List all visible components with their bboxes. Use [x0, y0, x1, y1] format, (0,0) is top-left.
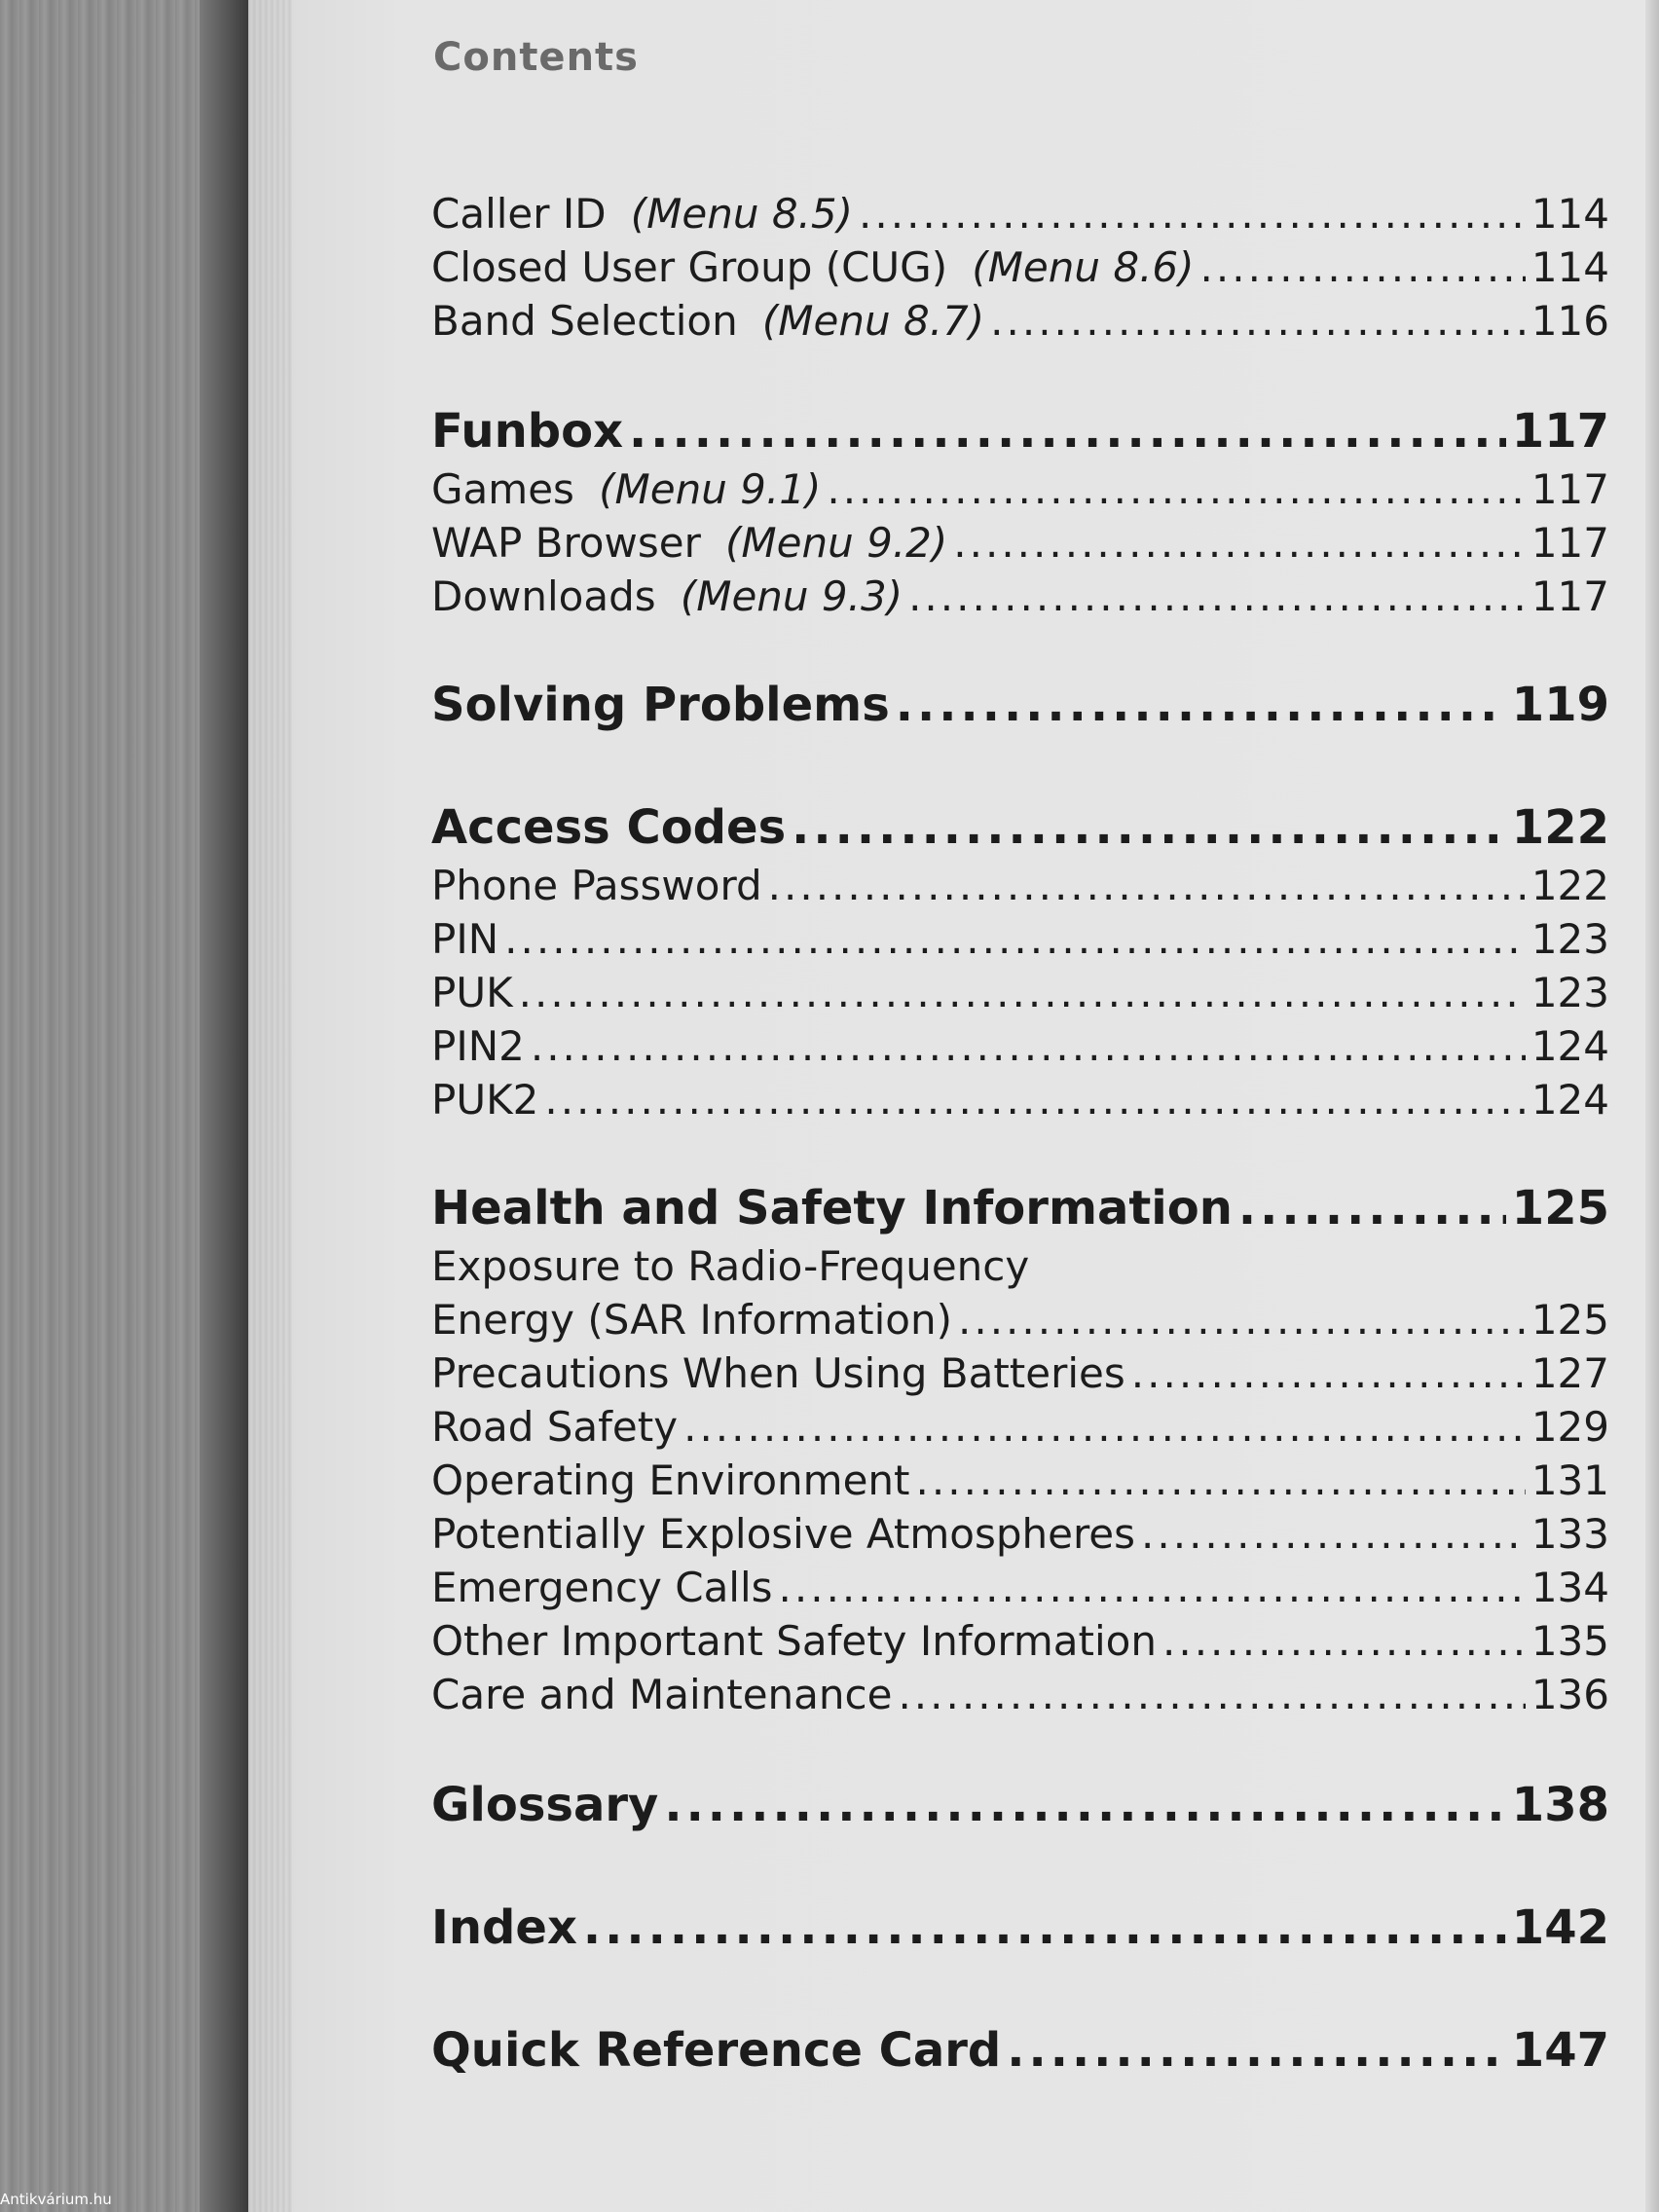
dot-leader: [544, 1073, 1525, 1126]
entry-menu: (Menu 9.3): [680, 572, 903, 620]
dot-leader: [768, 859, 1526, 912]
entry-page: 124: [1530, 1076, 1609, 1124]
entry-title: Emergency Calls: [431, 1564, 773, 1611]
table-of-contents: [431, 187, 1609, 2082]
chapter-page: 147: [1511, 2023, 1609, 2078]
dot-leader: [683, 1400, 1526, 1454]
toc-chapter[interactable]: [431, 2019, 1609, 2082]
chapter-page: 138: [1511, 1778, 1609, 1832]
chapter-page: 117: [1511, 404, 1609, 459]
entry-page: 133: [1530, 1510, 1609, 1558]
chapter-title: Funbox: [431, 404, 624, 459]
toc-entry[interactable]: [431, 1614, 1609, 1668]
dot-leader: [958, 1293, 1526, 1346]
toc-chapter[interactable]: [431, 1177, 1609, 1239]
spacer: [431, 1959, 1609, 2019]
dot-leader: [779, 1561, 1526, 1614]
toc-entry[interactable]: [431, 462, 1609, 516]
chapter-title: Health and Safety Information: [431, 1181, 1233, 1235]
spacer: [431, 1836, 1609, 1897]
chapter-page: 119: [1511, 678, 1609, 732]
spacer: [431, 1721, 1609, 1774]
toc-entry[interactable]: [431, 966, 1609, 1019]
entry-page: 114: [1530, 243, 1609, 291]
chapter-title: Quick Reference Card: [431, 2023, 1002, 2078]
toc-entry[interactable]: [431, 570, 1609, 623]
entry-page: 123: [1530, 915, 1609, 963]
toc-entry[interactable]: [431, 187, 1609, 240]
chapter-page: 142: [1511, 1900, 1609, 1955]
toc-entry[interactable]: [431, 1400, 1609, 1454]
chapter-page: 122: [1511, 800, 1609, 855]
entry-menu: (Menu 9.2): [725, 519, 948, 567]
entry-page: 117: [1530, 519, 1609, 567]
entry-title: Precautions When Using Batteries: [431, 1349, 1125, 1397]
chapter-page: 125: [1511, 1181, 1609, 1235]
chapter-title: Solving Problems: [431, 678, 890, 732]
entry-title: Potentially Explosive Atmospheres: [431, 1510, 1136, 1558]
entry-title: PIN2: [431, 1022, 525, 1070]
dot-leader: [896, 674, 1506, 736]
toc-entry[interactable]: [431, 1346, 1609, 1400]
entry-menu: (Menu 8.7): [761, 297, 985, 345]
chapter-title: Index: [431, 1900, 577, 1955]
entry-title: Band Selection: [431, 297, 738, 345]
chapter-title: Glossary: [431, 1778, 659, 1832]
toc-entry[interactable]: [431, 1073, 1609, 1126]
toc-chapter[interactable]: [431, 400, 1609, 462]
toc-chapter[interactable]: [431, 796, 1609, 859]
entry-title: Games: [431, 465, 574, 513]
dot-leader: [1200, 240, 1526, 294]
page-edges: [248, 0, 292, 2212]
dot-leader: [531, 1019, 1526, 1073]
entry-title: WAP Browser: [431, 519, 701, 567]
dot-leader: [1141, 1507, 1526, 1561]
dot-leader: [1131, 1346, 1526, 1400]
entry-page: 125: [1530, 1296, 1609, 1344]
toc-entry[interactable]: [431, 859, 1609, 912]
entry-page: 114: [1530, 190, 1609, 238]
entry-title: PUK: [431, 969, 513, 1016]
entry-title: PIN: [431, 915, 499, 963]
entry-page: 124: [1530, 1022, 1609, 1070]
entry-title: Closed User Group (CUG): [431, 243, 948, 291]
entry-title: Road Safety: [431, 1403, 679, 1451]
entry-page: 116: [1530, 297, 1609, 345]
dot-leader: [898, 1668, 1525, 1721]
chapter-title: Access Codes: [431, 800, 787, 855]
toc-entry[interactable]: [431, 1019, 1609, 1073]
spacer: [431, 348, 1609, 400]
entry-title: Care and Maintenance: [431, 1671, 893, 1718]
dot-leader: [859, 187, 1526, 240]
toc-entry[interactable]: [431, 1561, 1609, 1614]
dot-leader: [916, 1454, 1526, 1507]
toc-entry[interactable]: [431, 1293, 1609, 1346]
toc-chapter[interactable]: [431, 1897, 1609, 1959]
entry-title: Caller ID: [431, 190, 607, 238]
entry-page: 122: [1530, 862, 1609, 909]
watermark: Antikvárium.hu: [0, 2191, 112, 2208]
entry-page: 136: [1530, 1671, 1609, 1718]
running-header: Contents: [433, 35, 639, 80]
toc-entry[interactable]: [431, 1454, 1609, 1507]
dot-leader: [629, 400, 1506, 462]
spacer: [431, 623, 1609, 674]
toc-entry[interactable]: [431, 516, 1609, 570]
dot-leader: [664, 1774, 1505, 1836]
entry-page: 117: [1530, 465, 1609, 513]
entry-menu: (Menu 9.1): [599, 465, 822, 513]
dot-leader: [504, 912, 1526, 966]
dot-leader: [1007, 2019, 1506, 2082]
dot-leader: [792, 796, 1506, 859]
entry-page: 135: [1530, 1617, 1609, 1665]
spacer: [431, 1126, 1609, 1177]
spacer: [431, 736, 1609, 796]
dot-leader: [1162, 1614, 1526, 1668]
dot-leader: [583, 1897, 1506, 1959]
entry-menu: (Menu 8.5): [630, 190, 854, 238]
book-spine-shadow: [200, 0, 248, 2212]
entry-page: 127: [1530, 1349, 1609, 1397]
entry-menu: (Menu 8.6): [972, 243, 1195, 291]
toc-entry[interactable]: [431, 912, 1609, 966]
entry-title: Other Important Safety Information: [431, 1617, 1157, 1665]
toc-entry[interactable]: [431, 240, 1609, 294]
toc-entry[interactable]: [431, 1668, 1609, 1721]
toc-entry[interactable]: [431, 294, 1609, 348]
toc-entry-line1[interactable]: Exposure to Radio-Frequency: [431, 1242, 1030, 1290]
dot-leader: [990, 294, 1526, 348]
dot-leader: [1238, 1177, 1506, 1239]
entry-page: 131: [1530, 1456, 1609, 1504]
entry-title: Energy (SAR Information): [431, 1296, 952, 1344]
dot-leader: [908, 570, 1526, 623]
page-right-edge: [1645, 0, 1659, 2212]
toc-chapter[interactable]: [431, 1774, 1609, 1836]
dot-leader: [519, 966, 1526, 1019]
entry-title: PUK2: [431, 1076, 539, 1124]
toc-chapter[interactable]: [431, 674, 1609, 736]
toc-entry[interactable]: [431, 1507, 1609, 1561]
dot-leader: [953, 516, 1526, 570]
dot-leader: [827, 462, 1525, 516]
entry-title: Phone Password: [431, 862, 762, 909]
entry-title: Operating Environment: [431, 1456, 910, 1504]
entry-page: 117: [1530, 572, 1609, 620]
entry-title: Downloads: [431, 572, 656, 620]
entry-page: 134: [1530, 1564, 1609, 1611]
entry-page: 123: [1530, 969, 1609, 1016]
entry-page: 129: [1530, 1403, 1609, 1451]
